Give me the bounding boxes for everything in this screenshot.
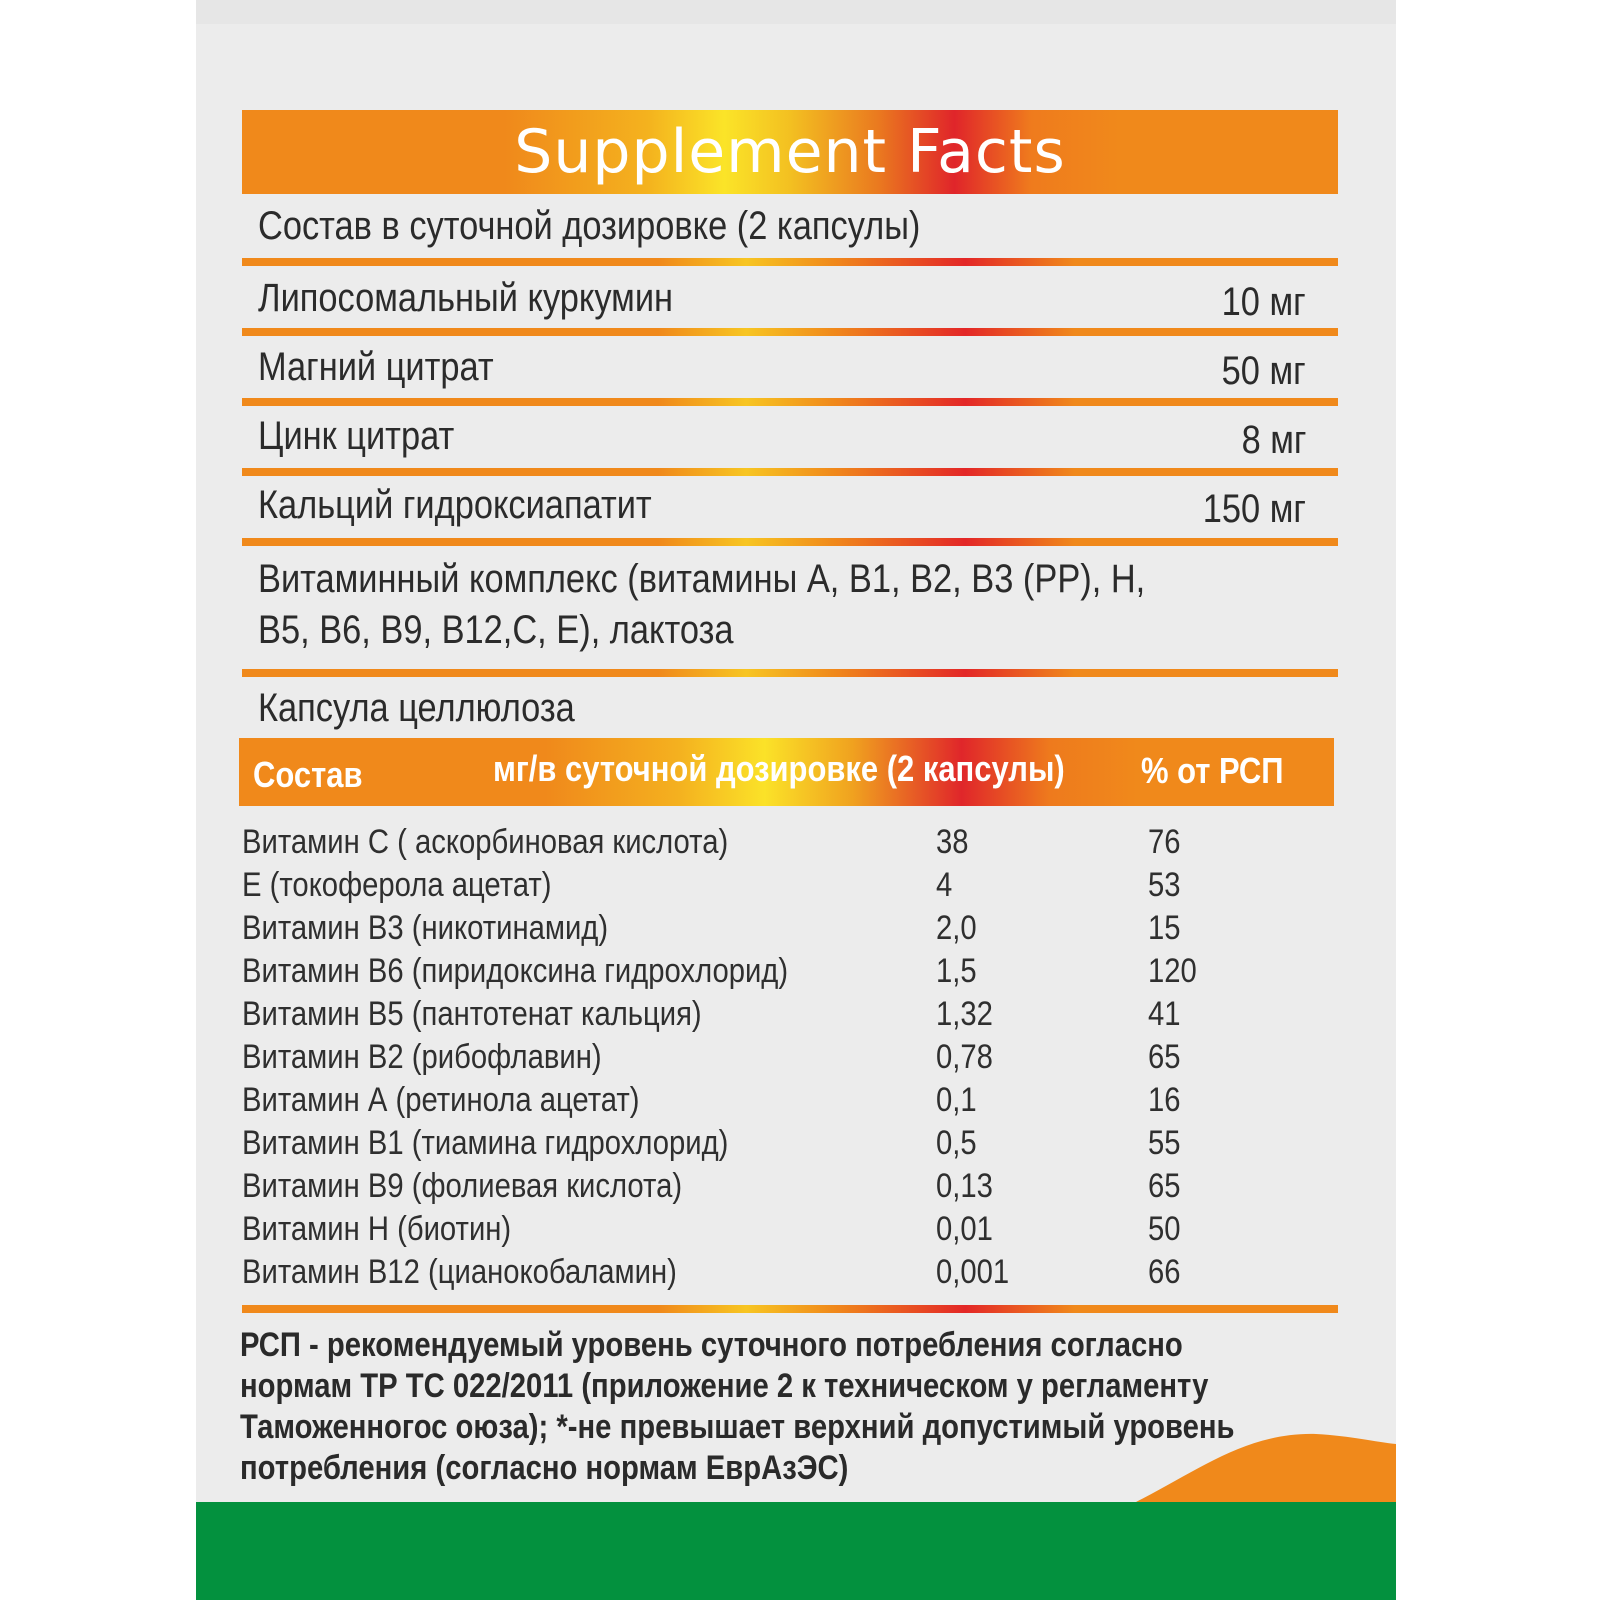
ingredient-name: Кальций гидроксиапатит [258, 483, 652, 527]
vitamin-mg: 1,5 [936, 952, 977, 990]
vitamin-name: Витамин В3 (никотинамид) [242, 909, 609, 947]
ingredient-name: Магний цитрат [258, 345, 494, 389]
separator [242, 538, 1338, 546]
vitamin-mg: 0,13 [936, 1167, 993, 1205]
footnote-line: нормам ТР ТС 022/2011 (приложение 2 к техническом у регламенту [240, 1367, 1209, 1405]
vitamin-pct: 76 [1148, 823, 1181, 861]
vitamin-pct: 55 [1148, 1124, 1181, 1162]
vitamin-pct: 50 [1148, 1210, 1181, 1248]
vitamin-name: Витамин В12 (цианокобаламин) [242, 1253, 677, 1291]
header-percent: % от РСП [1141, 750, 1284, 791]
table-row [242, 995, 1342, 1039]
separator [242, 669, 1338, 677]
footnote-line: потребления (согласно нормам ЕврАзЭС) [240, 1449, 849, 1487]
table-row [242, 866, 1342, 910]
composition-header: Состав в суточной дозировке (2 капсулы) [258, 204, 921, 248]
ingredient-name: Цинк цитрат [258, 414, 455, 458]
vitamin-name: Витамин С ( аскорбиновая кислота) [242, 823, 729, 861]
table-row [242, 1124, 1342, 1168]
vitamin-pct: 15 [1148, 909, 1181, 947]
separator [242, 328, 1338, 336]
table-row [242, 1253, 1342, 1297]
vitamin-complex-line: Витаминный комплекс (витамины А, В1, В2, В3 (РР), Н, [258, 557, 1146, 601]
table-row [242, 1081, 1342, 1125]
separator [242, 468, 1338, 476]
header-composition: Состав [253, 754, 363, 795]
vitamin-name: Витамин В6 (пиридоксина гидрохлорид) [242, 952, 789, 990]
supplement-label [196, 0, 1396, 1600]
vitamin-mg: 38 [936, 823, 969, 861]
title: Supplement Facts [514, 117, 1066, 187]
vitamin-mg: 0,001 [936, 1253, 1010, 1291]
vitamin-mg: 4 [936, 866, 953, 904]
vitamin-complex [258, 554, 1299, 656]
table-row [242, 909, 1342, 953]
vitamin-name: Витамин Н (биотин) [242, 1210, 512, 1248]
ingredient-name: Липосомальный куркумин [258, 276, 674, 320]
green-bottom-band [196, 1502, 1396, 1600]
vitamin-table-header [239, 738, 1334, 806]
table-row [242, 1210, 1342, 1254]
separator [242, 258, 1338, 266]
ingredient-amount: 10 мг [1221, 280, 1306, 324]
vitamin-name: Витамин В5 (пантотенат кальция) [242, 995, 702, 1033]
ingredient-amount: 150 мг [1202, 487, 1306, 531]
vitamin-pct: 16 [1148, 1081, 1181, 1119]
table-row [242, 823, 1342, 867]
vitamin-name: Витамин А (ретинола ацетат) [242, 1081, 640, 1119]
ingredient-amount: 8 мг [1241, 418, 1306, 462]
vitamin-pct: 53 [1148, 866, 1181, 904]
ingredient-amount: 50 мг [1221, 349, 1306, 393]
vitamin-mg: 0,01 [936, 1210, 993, 1248]
vitamin-complex-line: В5, В6, В9, В12,С, Е), лактоза [258, 608, 734, 652]
header-dosage: мг/в суточной дозировке (2 капсулы) [493, 748, 1065, 789]
vitamin-mg: 1,32 [936, 995, 993, 1033]
title-bar [242, 110, 1338, 194]
vitamin-mg: 2,0 [936, 909, 977, 947]
vitamin-pct: 65 [1148, 1167, 1181, 1205]
vitamin-name: Витамин В2 (рибофлавин) [242, 1038, 602, 1076]
table-row [242, 1038, 1342, 1082]
footnote-line: РСП - рекомендуемый уровень суточного потребления согласно [240, 1326, 1183, 1364]
top-edge [196, 0, 1396, 24]
vitamin-mg: 0,78 [936, 1038, 993, 1076]
vitamin-pct: 120 [1148, 952, 1197, 990]
vitamin-pct: 66 [1148, 1253, 1181, 1291]
table-row [242, 1167, 1342, 1211]
vitamin-name: Витамин В1 (тиамина гидрохлорид) [242, 1124, 729, 1162]
vitamin-pct: 41 [1148, 995, 1181, 1033]
vitamin-pct: 65 [1148, 1038, 1181, 1076]
vitamin-name: Е (токоферола ацетат) [242, 866, 552, 904]
separator [242, 398, 1338, 406]
vitamin-mg: 0,5 [936, 1124, 977, 1162]
footnote [240, 1325, 1358, 1489]
footnote-line: Таможенногос оюза); *-не превышает верхний допустимый уровень [240, 1408, 1235, 1446]
separator [242, 1305, 1338, 1313]
vitamin-mg: 0,1 [936, 1081, 977, 1119]
vitamin-name: Витамин В9 (фолиевая кислота) [242, 1167, 683, 1205]
capsule-info: Капсула целлюлоза [258, 686, 575, 730]
table-row [242, 952, 1342, 996]
